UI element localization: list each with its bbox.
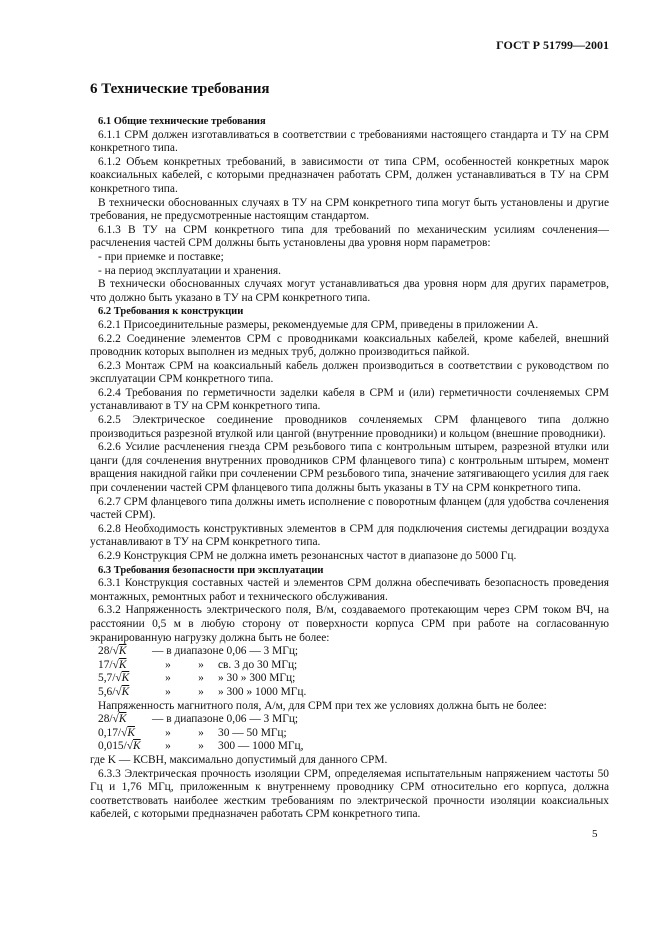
formula-coefficient: 17/√ xyxy=(98,658,119,671)
subsection-6-1-title: 6.1 Общие технические требования xyxy=(98,116,266,127)
section-title: 6 Технические требования xyxy=(90,81,270,97)
paragraph-6-3-2: 6.3.2 Напряженность электрического поля, В/м, создаваемого протекающим через СРМ током ВЧ, на расстоянии 0,5 м в любую сторону от поверхности корпуса СРМ при работе на согласованную экранированную нагрузку должна быть не более: xyxy=(90,604,609,644)
formula-row xyxy=(90,686,609,700)
paragraph-6-2-9: 6.2.9 Конструкция СРМ не должна иметь резонансных частот в диапазоне до 5000 Гц. xyxy=(98,550,517,562)
formula-range: 300 — 1000 МГц, xyxy=(218,740,304,753)
paragraph-ksvn-definition: где K — КСВН, максимально допустимый для данного СРМ. xyxy=(90,753,388,766)
formula-coefficient: 5,7/√ xyxy=(98,672,122,685)
ditto-mark: » xyxy=(165,740,171,753)
formula-row xyxy=(90,659,609,673)
ditto-mark: » xyxy=(198,672,204,685)
formula-range: 30 — 50 МГц; xyxy=(218,726,287,739)
formula-coefficient: 5,6/√ xyxy=(98,685,122,698)
formula-symbol: K xyxy=(118,645,127,658)
formula-symbol: K xyxy=(121,672,130,685)
paragraph-6-2-7: 6.2.7 СРМ фланцевого типа должны иметь исполнение с поворотным фланцем (для удобства сочленения частей СРМ). xyxy=(90,495,609,522)
paragraph-6-2-5: 6.2.5 Электрическое соединение проводников сочленяемых СРМ фланцевого типа должно производиться разрезной втулкой или цангой (внутренние проводники) и кольцом (внешние проводники). xyxy=(90,414,609,440)
formula-range: св. 3 до 30 МГц; xyxy=(218,658,298,671)
paragraph-6-2-3: 6.2.3 Монтаж СРМ на коаксиальный кабель должен производиться в соответствии с руководством по эксплуатации СРМ конкретного типа. xyxy=(90,359,609,386)
paragraph-6-2-4: 6.2.4 Требования по герметичности заделки кабеля в СРМ и (или) герметичности сочленяемых СРМ устанавливают в ТУ на СРМ конкретного типа. xyxy=(90,386,609,413)
paragraph-6-1-1: 6.1.1 СРМ должен изготавливаться в соответствии с требованиями настоящего стандарта и ТУ на СРМ конкретного типа. xyxy=(90,128,609,155)
ditto-mark: » xyxy=(198,740,204,753)
formula-row xyxy=(90,672,609,686)
ditto-mark: » xyxy=(165,726,171,739)
formula-coefficient: 0,015/√ xyxy=(98,740,134,753)
paragraph-6-2-2: 6.2.2 Соединение элементов СРМ с проводниками коаксиальных кабелей, кроме кабелей, внешний проводник которых выполнен из медных труб, должно производиться пайкой. xyxy=(90,332,609,359)
formula-row xyxy=(90,740,609,754)
formula-row xyxy=(90,645,609,659)
paragraph-6-1-2: 6.1.2 Объем конкретных требований, в зависимости от типа СРМ, особенностей конкретных марок коаксиальных кабелей, с которыми предназначен работать СРМ, должен устанавливаться в ТУ на СРМ конкретного типа. xyxy=(90,155,609,195)
formula-range: » 30 » 300 МГц; xyxy=(218,672,296,685)
list-item: - на период эксплуатации и хранения. xyxy=(98,264,282,277)
paragraph-magnetic-field: Напряженность магнитного поля, А/м, для СРМ при тех же условиях должна быть не более: xyxy=(98,699,547,712)
formula-symbol: K xyxy=(118,713,127,726)
formula-coefficient: 0,17/√ xyxy=(98,726,128,739)
formula-range: — в диапазоне 0,06 — 3 МГц; xyxy=(152,645,299,658)
document-header: ГОСТ Р 51799—2001 xyxy=(496,38,609,52)
formula-symbol: K xyxy=(118,658,127,671)
formula-coefficient: 28/√ xyxy=(98,645,119,658)
list-item: - при приемке и поставке; xyxy=(98,250,224,263)
paragraph-6-2-8: 6.2.8 Необходимость конструктивных элементов в СРМ для подключения системы дегидрации воздуха устанавливают в ТУ на СРМ конкретного типа. xyxy=(90,522,609,549)
paragraph-6-3-1: 6.3.1 Конструкция составных частей и элементов СРМ должна обеспечивать безопасность проведения монтажных, ремонтных работ и технического обслуживания. xyxy=(90,577,609,603)
paragraph-6-2-6: 6.2.6 Усилие расчленения гнезда СРМ резьбового типа с контрольным штырем, разрезной втулки или цанги (для сочленения внутренних проводников СРМ фланцевого типа) с контрольным штырем, момент вращения накидной гайки при сочленении СРМ резьбового типа, значение затягивающего усилия для гаек при сочленении частей СРМ фланцевого типа должны быть указаны в ТУ на СРМ конкретного типа. xyxy=(90,441,609,495)
formula-coefficient: 28/√ xyxy=(98,713,119,726)
page-number: 5 xyxy=(592,828,598,840)
paragraph-6-1-2-note: В технически обоснованных случаях в ТУ на СРМ конкретного типа могут быть установлены и другие требования, не предусмотренные настоящим стандартом. xyxy=(90,196,609,223)
formula-range: » 300 » 1000 МГц. xyxy=(218,685,307,698)
ditto-mark: » xyxy=(165,658,171,671)
ditto-mark: » xyxy=(198,726,204,739)
ditto-mark: » xyxy=(165,672,171,685)
formula-row xyxy=(90,727,609,741)
formula-range: — в диапазоне 0,06 — 3 МГц; xyxy=(152,713,299,726)
ditto-mark: » xyxy=(198,685,204,698)
formula-row xyxy=(90,713,609,727)
formula-symbol: K xyxy=(127,726,135,739)
ditto-mark: » xyxy=(198,658,204,671)
paragraph-6-1-3: 6.1.3 В ТУ на СРМ конкретного типа для требований по механическим усилиям сочленения—расчленения частей СРМ должны быть установлены два уровня норм параметров: xyxy=(90,223,609,250)
paragraph-6-2-1: 6.2.1 Присоединительные размеры, рекомендуемые для СРМ, приведены в приложении А. xyxy=(98,318,539,331)
page-content xyxy=(90,80,609,822)
formula-symbol: K xyxy=(121,685,130,698)
formula-symbol: K xyxy=(133,740,141,753)
ditto-mark: » xyxy=(165,685,171,698)
paragraph-6-3-3: 6.3.3 Электрическая прочность изоляции СРМ, определяемая испытательным напряжением частоты 50 Гц и 1,76 МГц, приложенным к внутреннему проводнику СРМ относительно его корпуса, должна соответствовать наиболее жестким требованиям по электрической прочности изоляции коаксиальных кабелей, с которыми предназначен работать СРМ конкретного типа. xyxy=(90,767,609,821)
subsection-6-2-title: 6.2 Требования к конструкции xyxy=(98,306,244,318)
subsection-6-3-title: 6.3 Требования безопасности при эксплуатации xyxy=(98,564,324,576)
paragraph-6-1-3-note: В технически обоснованных случаях могут устанавливаться два уровня норм для других параметров, что должно быть указано в ТУ на СРМ конкретного типа. xyxy=(90,278,609,304)
